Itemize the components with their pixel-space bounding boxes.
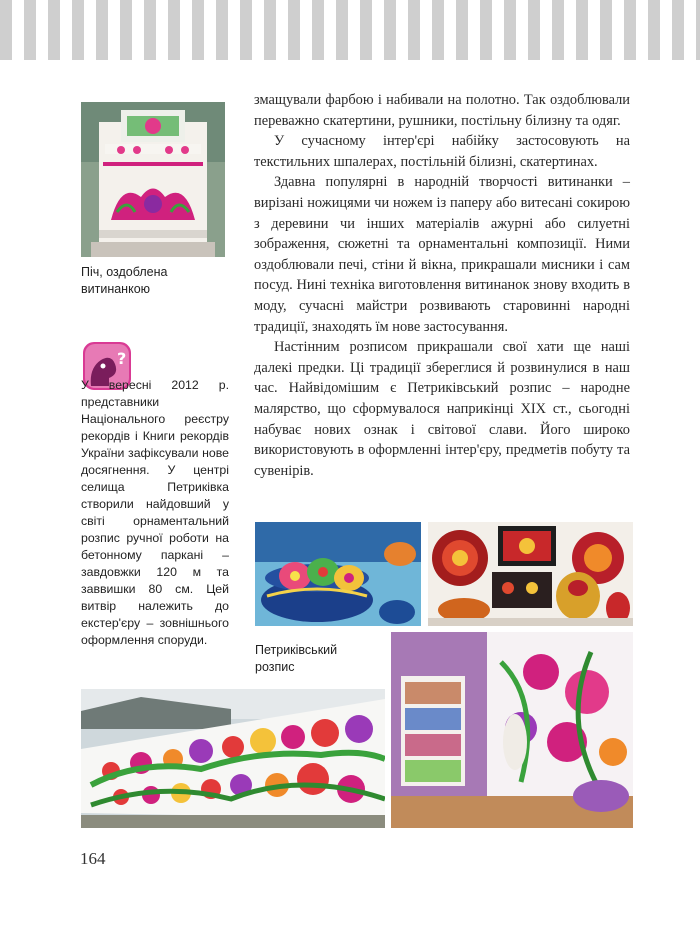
paragraph: Здавна популярні в народній творчості витинанки – вирізані ножицями чи ножем із паперу або витесані сокирою з деревини чи інших матеріалів ажурні або силуетні зображення, сюжетні та орнаментальні композиції. Ними оздоблювали печі, стіни й вікна, прикрашали мисники і сам посуд. Нині техніка виготовлення витинанок знову входить в моду, сучасні майстри розвивають старовинні народні традиції, знаходять їм нове застосування. (254, 174, 630, 335)
painted-interior-photo (391, 632, 633, 828)
main-text (254, 90, 630, 481)
paragraph: Настінним розписом прикрашали свої хати ще наші далекі предки. Ці традиції збереглися й розвинулися в наш час. Найвідомішим є Петриківський розпис – народне малярство, що сформувалося наприкінці XIX ст., сьогодні набуває нових ознак і світової слави. Його широко використовують в оформленні інтер'єру, предметів побуту та сувенірів. (254, 339, 630, 479)
painted-eggs-photo (255, 522, 421, 626)
page-number: 164 (80, 849, 106, 868)
record-note: У вересні 2012 р. представники Національного реєстру рекордів і Книги рекордів України зафіксували нове досягнення. У центрі селища Петриківка створили найдовший у світі орнаментальний розпис ручної роботи на бетонному паркані – завдовжки 120 м та заввишки 80 см. Цей витвір належить до екстер'єру – зовнішнього оформлення споруди. (81, 378, 229, 647)
paragraph: У сучасному інтер'єрі набійку застосовують на текстильних шпалерах, постільній білизні, скатертинах. (254, 133, 630, 170)
paragraph: змащували фарбою і набивали на полотно. Так оздоблювали переважно скатертини, рушники, постільну білизну та одяг. (254, 92, 630, 129)
stove-caption: Піч, оздоблена витинанкою (81, 265, 168, 296)
petrykivka-caption: Петриківський розпис (255, 643, 338, 674)
painted-fence-photo (81, 689, 385, 828)
header-stripes (0, 0, 700, 60)
stove-photo (81, 102, 225, 257)
decorated-items-photo (428, 522, 633, 626)
svg-text:?: ? (117, 349, 127, 368)
